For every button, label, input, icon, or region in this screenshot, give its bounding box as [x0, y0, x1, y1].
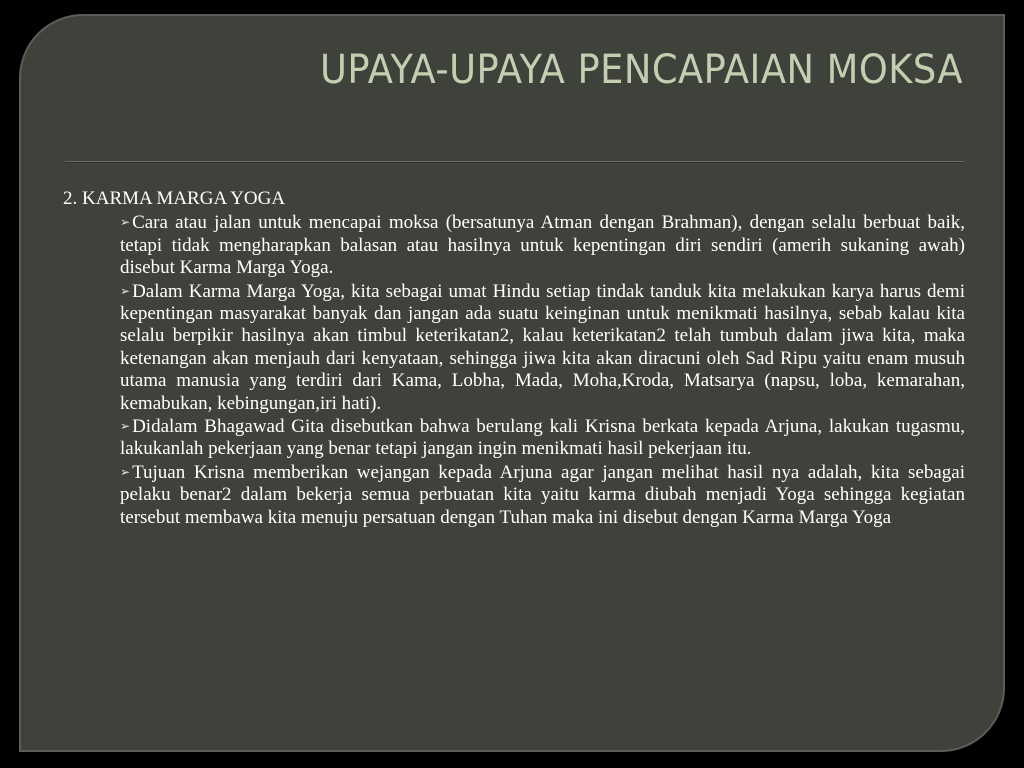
- bullet-item: [120, 211, 965, 279]
- slide-content: [63, 188, 965, 529]
- bullet-item: [120, 415, 965, 461]
- bullet-item: [120, 461, 965, 529]
- slide-panel: [19, 14, 1005, 752]
- arrow-bullet-icon: ➢: [120, 419, 131, 434]
- bullet-text: Cara atau jalan untuk mencapai moksa (bersatunya Atman dengan Brahman), dengan selalu berbuat baik, tetapi tidak mengharapkan balasan atau hasilnya untuk kepentingan diri sendiri (amerih sukaning awah) disebut Karma Marga Yoga.: [120, 212, 965, 279]
- title-divider: [65, 161, 964, 163]
- arrow-bullet-icon: ➢: [120, 283, 131, 298]
- bullet-item: [120, 280, 965, 415]
- bullet-text: Didalam Bhagawad Gita disebutkan bahwa berulang kali Krisna berkata kepada Arjuna, lakukan tugasmu, lakukanlah pekerjaan yang benar tetapi jangan ingin menikmati hasil pekerjaan itu.: [120, 416, 965, 460]
- bullet-list: [63, 211, 965, 529]
- bullet-text: Dalam Karma Marga Yoga, kita sebagai umat Hindu setiap tindak tanduk kita melakukan karya harus demi kepentingan masyarakat banyak dan jangan ada suatu keinginan untuk menikmati hasilnya, sebab kalau kita selalu berpikir hasilnya akan timbul keterikatan2, kalau keterikatan2 telah tumbuh dalam jiwa kita, maka ketenangan akan menjauh dari kenyataan, sehingga jiwa kita akan diracuni oleh Sad Ripu yaitu enam musuh utama manusia yang terdiri dari Kama, Lobha, Mada, Moha,Kroda, Matsarya (napsu, loba, kemarahan, kemabukan, kebingungan,iri hati).: [120, 280, 965, 414]
- bullet-text: Tujuan Krisna memberikan wejangan kepada Arjuna agar jangan melihat hasil nya adalah, kita sebagai pelaku benar2 dalam bekerja semua perbuatan kita yaitu karma diubah menjadi Yoga sehingga kegiatan tersebut membawa kita menuju persatuan dengan Tuhan maka ini disebut dengan Karma Marga Yoga: [120, 461, 965, 528]
- slide-title: UPAYA-UPAYA PENCAPAIAN MOKSA: [320, 46, 963, 93]
- arrow-bullet-icon: ➢: [120, 464, 131, 479]
- section-heading: 2. KARMA MARGA YOGA: [63, 188, 286, 209]
- arrow-bullet-icon: ➢: [120, 215, 131, 230]
